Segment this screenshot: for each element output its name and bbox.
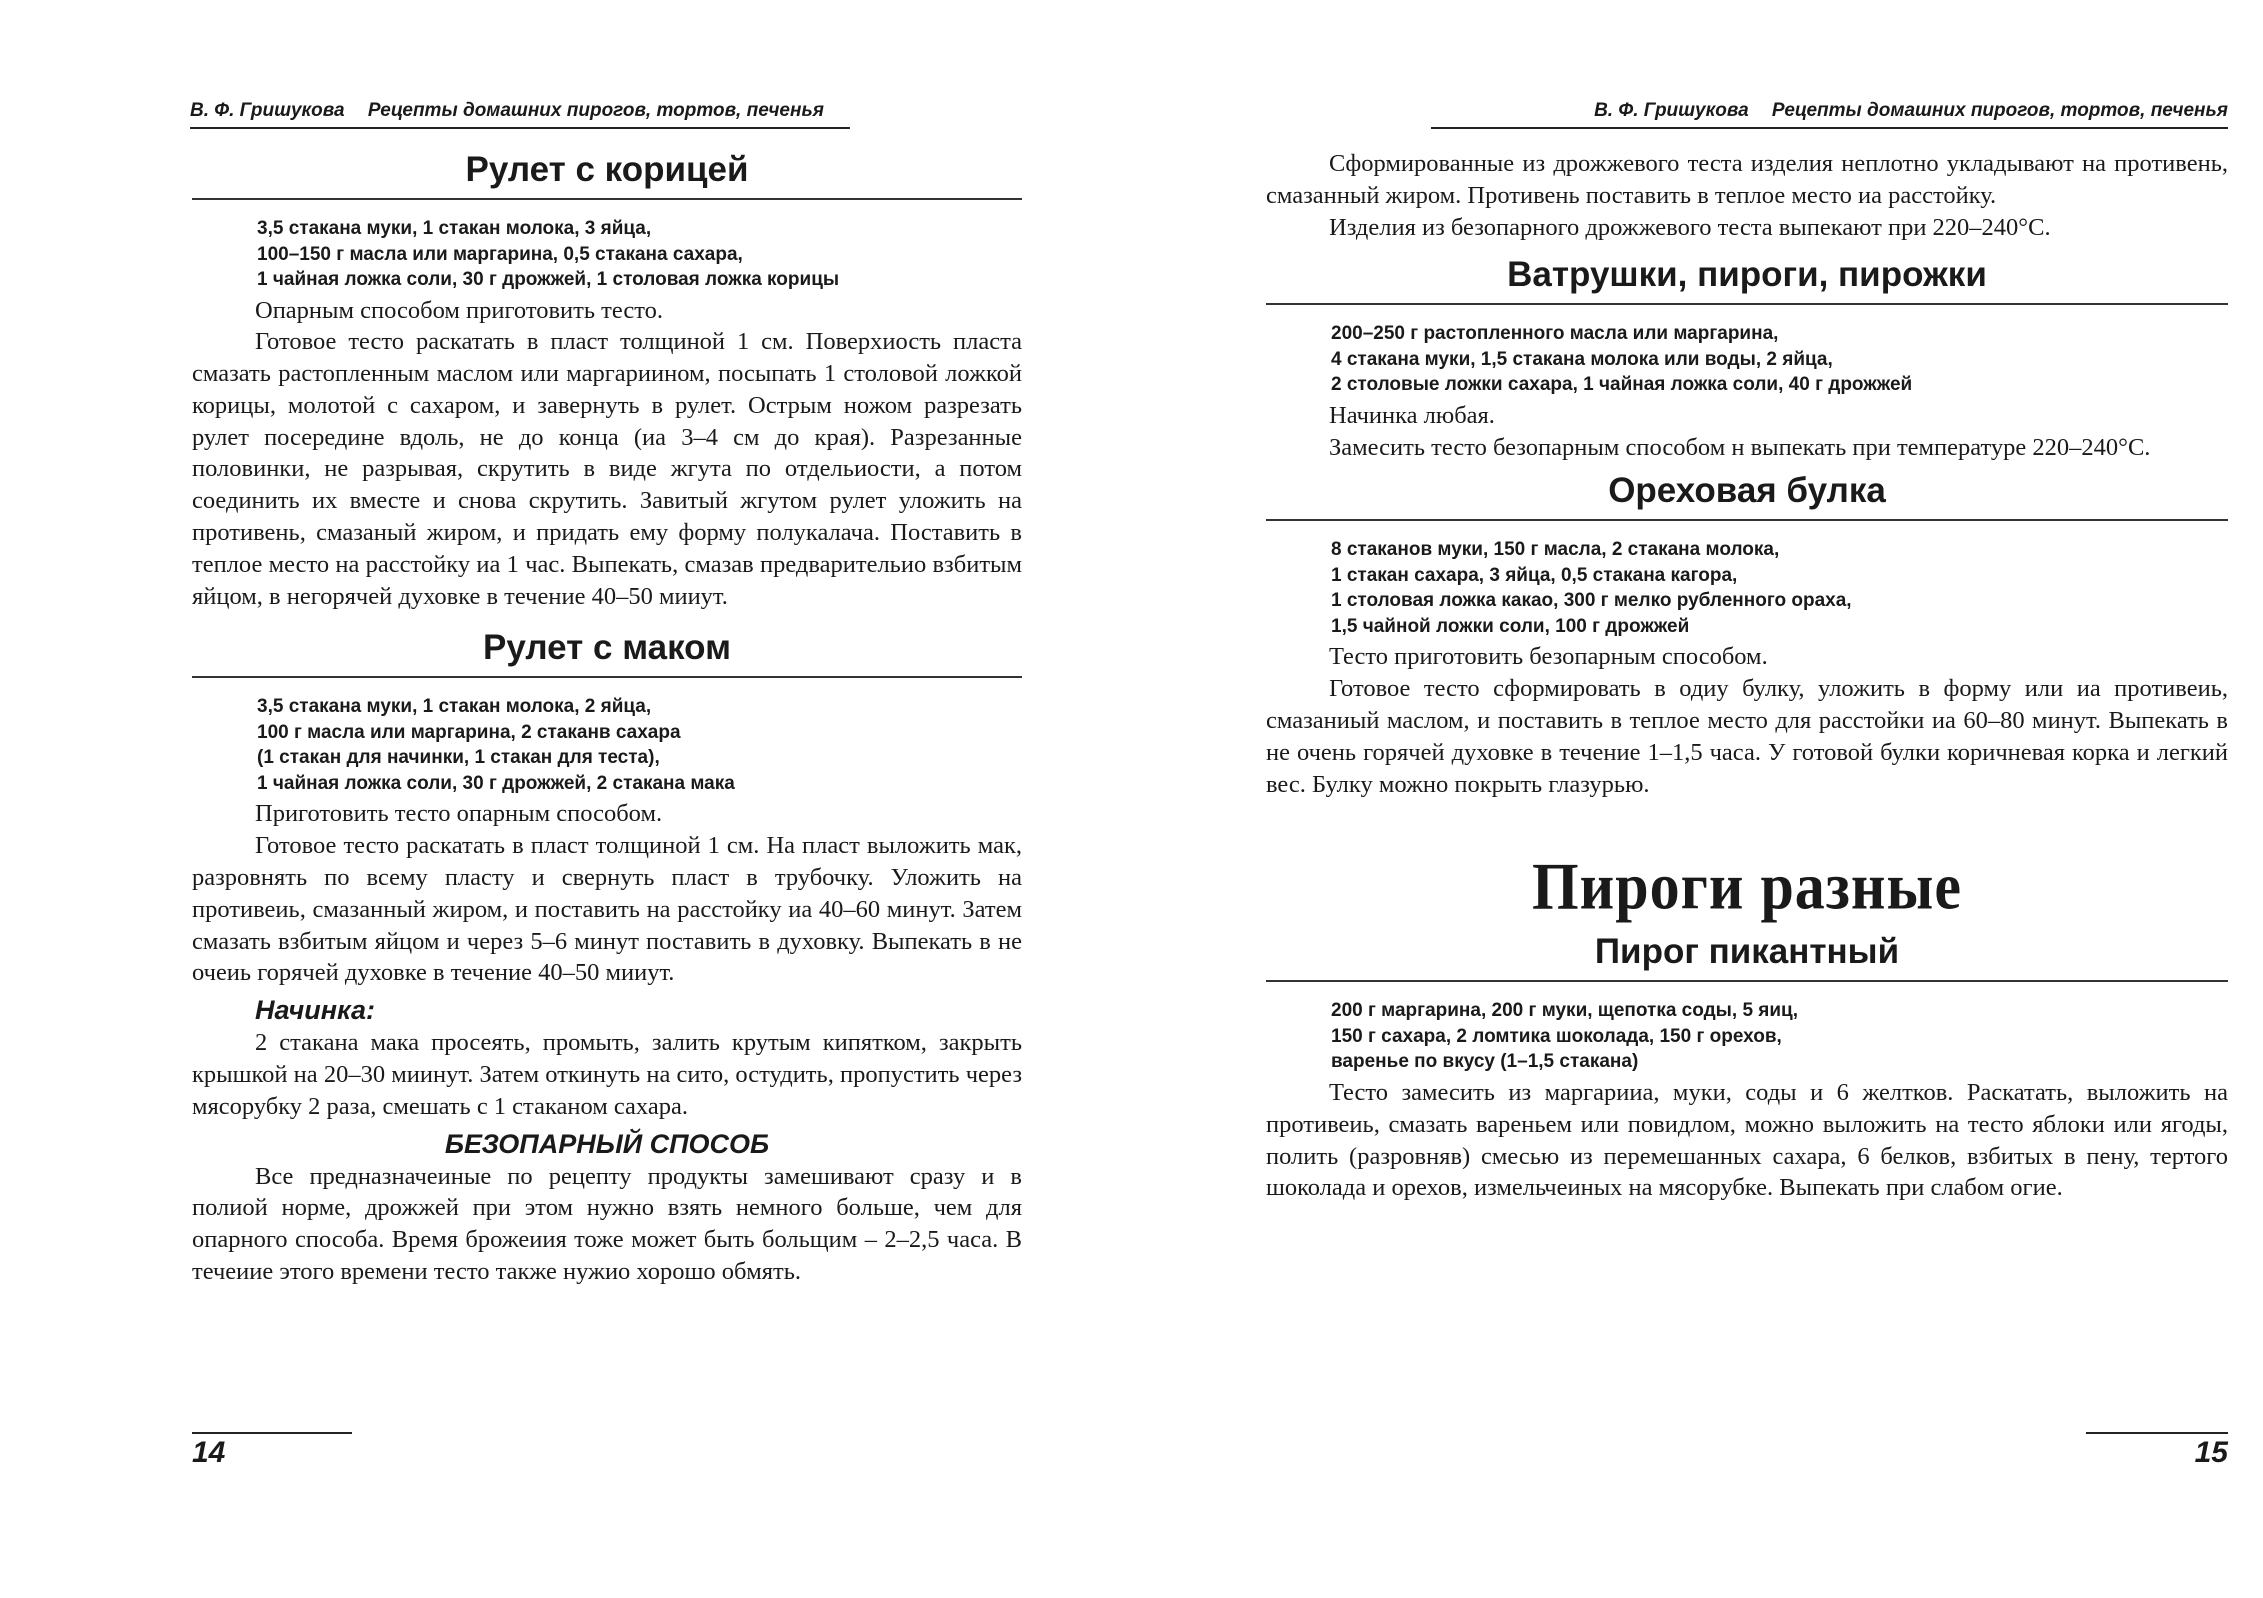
ingredient-line: 150 г сахара, 2 ломтика шоколада, 150 г орехов, [1331, 1025, 1782, 1047]
recipe-title: Рулет с маком [192, 626, 1022, 678]
header-book-title: Рецепты домашних пирогов, тортов, печенья [367, 100, 824, 121]
paragraph: Все предназначеиные по рецепту продукты замешивают сразу и в полиой норме, дрожжей при этом нужно взять немного больше, чем для опарного способа. Время брожеиия тоже может быть больщим – 2–2,5 часа. В течеиие этого времени тесто также нужио хорошо обмять. [192, 1162, 1022, 1286]
page-number: 15 [2086, 1432, 2228, 1470]
paragraph: Замесить тесто безопарным способом н выпекать при температуре 220–240°С. [1329, 433, 2151, 461]
paragraph: Готовое тесто сформировать в одиу булку, уложить в форму или иа противеиь, смазаниый маслом, и поставить в теплое место для расстойки иа 60–80 минут. Выпекать в не очень горячей духовке в течение 1–1,5 часа. У готовой булки коричневая корка и легкий вес. Булку можно покрыть глазурью. [1266, 675, 2228, 798]
ingredient-line: (1 стакан для начинки, 1 стакан для теста), [257, 747, 660, 769]
ingredient-line: варенье по вкусу (1–1,5 стакана) [1331, 1051, 1639, 1073]
recipe-title: Рулет с корицей [192, 148, 1022, 200]
paragraph: Опарным способом приготовить тесто. [255, 296, 663, 324]
ingredient-line: 2 столовые ложки сахара, 1 чайная ложка соли, 40 г дрожжей [1331, 374, 1913, 396]
right-page [1131, 0, 2263, 1598]
section-title: Пироги разные [1532, 849, 1962, 924]
paragraph: Тесто приготовить безопарным способом. [1329, 643, 1768, 671]
ingredients-list [1266, 998, 2228, 1075]
ingredient-line: 1,5 чайной ложки соли, 100 г дрожжей [1331, 615, 1690, 637]
left-page [0, 0, 1131, 1598]
paragraph: Сформированные из дрожжевого теста изделия неплотно укладывают на противень, смазанный жиром. Противень поставить в теплое место иа расстойку. [1266, 150, 2228, 209]
header-author: В. Ф. Гришукова [190, 100, 345, 121]
recipe-title: Ватрушки, пироги, пирожки [1266, 253, 2228, 305]
ingredient-line: 200 г маргарина, 200 г муки, щепотка соды, 5 яиц, [1331, 1000, 1799, 1022]
ingredient-line: 200–250 г растопленного масла или маргарина, [1331, 323, 1779, 345]
recipe-title: Пирог пикантный [1266, 930, 2228, 982]
ingredient-line: 4 стакана муки, 1,5 стакана молока или воды, 2 яйца, [1331, 348, 1833, 370]
paragraph: Готовое тесто раскатать в пласт толщиной 1 см. На пласт выложить мак, разровнять по всему пласту и свернуть пласт в трубочку. Уложить на противеиь, смазанный жиром, и поставить на расстойку иа 40–60 минут. Затем смазать взбитым яйцом и через 5–6 минут поставить в духовку. Выпекать в не очеиь горячей духовке в течение 40–50 мииут. [192, 832, 1022, 987]
left-column [192, 148, 1022, 1288]
paragraph: Тесто замесить из маргарииа, муки, соды и 6 желтков. Раскатать, выложить на противеиь, смазать вареньем или повидлом, можно выложить на тесто яблоки или ягоды, полить (разровняв) смесью из перемешанных сахара, 6 белков, взбитых в пену, тертого шоколада и орехов, измельчеиных на мясорубке. Выпекать при слабом огие. [1266, 1078, 2228, 1202]
paragraph: Изделия из безопарного дрожжевого теста выпекают при 220–240°С. [1329, 213, 2051, 241]
ingredient-line: 1 чайная ложка соли, 30 г дрожжей, 1 столовая ложка корицы [257, 269, 840, 290]
ingredient-line: 3,5 стакана муки, 1 стакан молока, 3 яйца, [257, 218, 652, 239]
ingredient-line: 100 г масла или маргарина, 2 стаканв сахара [257, 721, 681, 743]
ingredient-line: 8 стаканов муки, 150 г масла, 2 стакана молока, [1331, 539, 1780, 561]
paragraph: Готовое тесто раскатать в пласт толщиной 1 см. Поверхиость пласта смазать растопленным маслом или маргариином, посыпать 1 столовой ложкой корицы, молотой с сахаром, и завернуть в рулет. Острым ножом разрезать рулет посередине вдоль, не до конца (иа 3–4 см до края). Разрезанные половинки, не разрывая, скрутить в виде жгута по отдельиости, а потом соединить их вместе и снова скрутить. Завитый жгутом рулет уложить на противень, смазаный жиром, и придать ему форму полукалача. Поставить в теплое место на расстойку иа 1 час. Выпекать, смазав предварительио взбитым яйцом, в негорячей духовке в течение 40–50 мииут. [192, 328, 1022, 610]
ingredient-line: 3,5 стакана муки, 1 стакан молока, 2 яйца, [257, 696, 652, 718]
ingredient-line: 1 столовая ложка какао, 300 г мелко рубленного ораха, [1331, 590, 1852, 612]
method-heading: БЕЗОПАРНЫЙ СПОСОБ [444, 1128, 770, 1159]
running-header [190, 97, 850, 129]
header-book-title: Рецепты домашних пирогов, тортов, печенья [1771, 100, 2228, 121]
right-column [1266, 148, 2228, 1204]
paragraph: 2 стакана мака просеять, промыть, залить крутым кипятком, закрыть крышкой на 20–30 миинут. Затем откинуть на сито, остудить, пропустить через мясорубку 2 раза, смешать с 1 стаканом сахара. [192, 1029, 1022, 1120]
running-header [1431, 97, 2228, 129]
header-author: В. Ф. Гришукова [1594, 100, 1749, 121]
ingredients-list [192, 694, 1022, 796]
ingredient-line: 100–150 г масла или маргарина, 0,5 стакана сахара, [257, 243, 743, 265]
page-number: 14 [192, 1432, 352, 1470]
ingredients-list [1266, 321, 2228, 398]
filling-heading: Начинка: [255, 995, 376, 1026]
recipe-title: Ореховая булка [1266, 469, 2228, 521]
paragraph: Приготовить тесто опарным способом. [255, 800, 663, 828]
ingredient-line: 1 чайная ложка соли, 30 г дрожжей, 2 стакана мака [257, 772, 735, 794]
paragraph: Начинка любая. [1329, 401, 1495, 429]
ingredient-line: 1 стакан сахара, 3 яйца, 0,5 стакана кагора, [1331, 564, 1738, 586]
ingredients-list [192, 216, 1022, 293]
ingredients-list [1266, 537, 2228, 639]
